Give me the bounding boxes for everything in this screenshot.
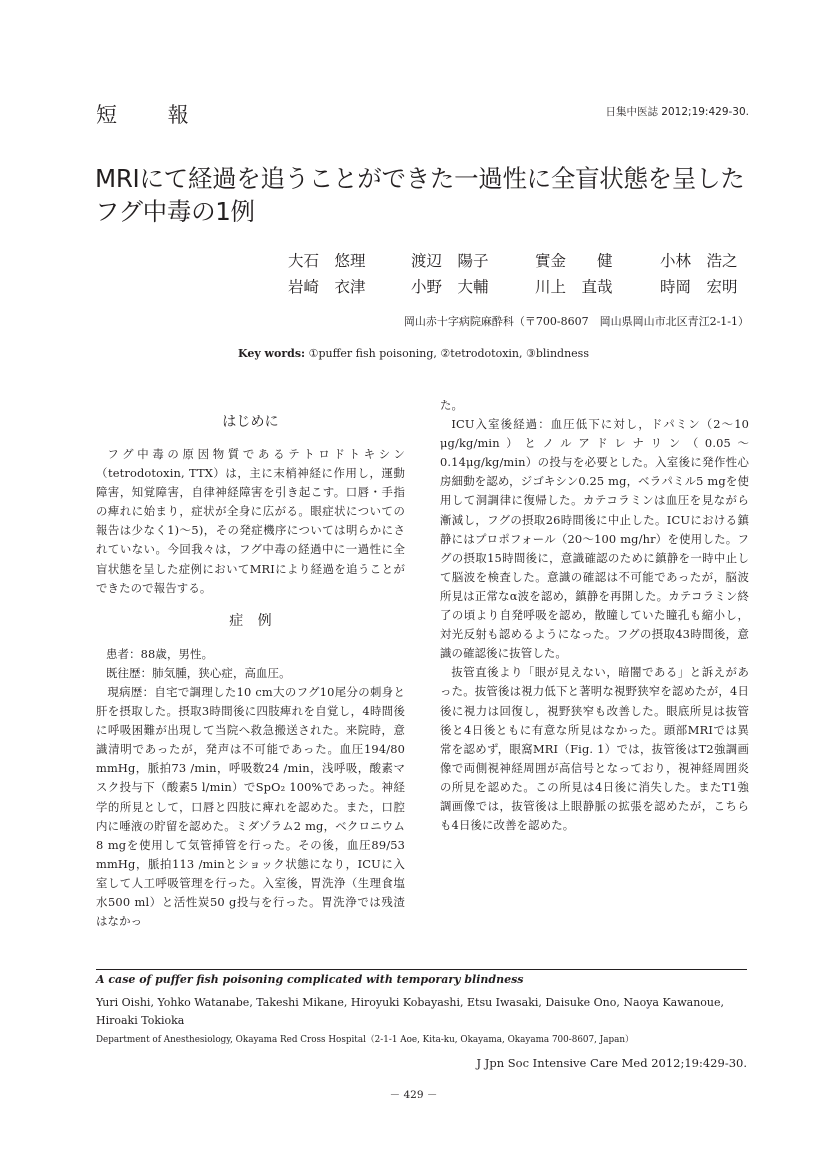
citation: J Jpn Soc Intensive Care Med 2012;19:429-30. [476, 1056, 747, 1070]
page-number: － 429 － [389, 1089, 438, 1101]
intro-paragraph: フグ中毒の原因物質であるテトロドトキシン（tetrodotoxin, TTX）は，主に末梢神経に作用し，運動障害，知覚障害，自律神経障害を引き起こす。口唇・手指の痺れに始まり，症状が全身に広がる。眼症状についての報告は少なく1)～5)，その発症機序については明らかにされていない。今回我々は，フグ中毒の経過中に一過性に全盲状態を呈した症例においてMRIにより経過を追うことができたので報告する。 [96, 447, 405, 595]
left-column [96, 400, 405, 931]
english-title: A case of puffer fish poisoning complicated with temporary blindness [96, 973, 524, 986]
section-label: 短 報 [96, 103, 211, 127]
continuation-text: た。 [440, 398, 464, 412]
article-title: MRIにて経過を追うことができた一過性に全盲状態を呈したフグ中毒の1例 [95, 164, 745, 226]
right-column [440, 396, 749, 835]
author-name: 岩崎 衣津 [288, 278, 366, 296]
past-history: 既往歴：肺気腫，狭心症，高血圧。 [106, 665, 291, 680]
keywords-text: ①puffer fish poisoning, ②tetrodotoxin, ③blindness [308, 347, 589, 360]
author-name: 小林 浩之 [660, 252, 738, 270]
author-name: 實金 健 [535, 252, 613, 270]
section-heading-intro: はじめに [222, 414, 279, 430]
author-name: 時岡 宏明 [660, 278, 738, 296]
author-name: 小野 大輔 [411, 278, 489, 296]
english-affiliation: Department of Anesthesiology, Okayama Red Cross Hospital（2-1-1 Aoe, Kita-ku, Okayama, Okayama 700-8607, Japan） [96, 1035, 634, 1045]
keywords [0, 347, 827, 360]
footer-divider [96, 969, 747, 970]
present-illness-paragraph: 現病歴：自宅で調理した10 cm大のフグ10尾分の刺身と肝を摂取した。摂取3時間後に四肢痺れを自覚し，4時間後に呼吸困難が出現して当院へ救急搬送された。来院時，意識清明であったが，発声は不可能であった。血圧194/80 mmHg，脈拍73 /min，呼吸数24 /min，浅呼吸，酸素マスク投与下（酸素5 l/min）でSpO₂ 100%であった。神経学的所見として，口唇と四肢に痺れを認めた。また，口腔内に唾液の貯留を認めた。ミダゾラム2 mg，ベクロニウム8 mgを使用して気管挿管を行った。その後，血圧89/53 mmHg，脈拍113 /minとショック状態になり，ICUに入室して人工呼吸管理を行った。入室後，胃洗浄（生理食塩水500 ml）と活性炭50 g投与を行った。胃洗浄では残渣はなかっ [96, 684, 405, 929]
author-name: 渡辺 陽子 [411, 252, 489, 270]
author-name: 大石 悠理 [288, 252, 366, 270]
section-heading-case: 症 例 [229, 612, 272, 629]
english-authors: Yuri Oishi, Yohko Watanabe, Takeshi Mikane, Hiroyuki Kobayashi, Etsu Iwasaki, Daisuke Ono, Naoya Kawanoue, Hiroaki Tokioka [96, 996, 725, 1027]
patient-info: 患者：88歳，男性。 [106, 646, 214, 661]
journal-reference: 日集中医誌 2012;19:429-30. [605, 106, 749, 118]
extubation-paragraph: 抜管直後より「眼が見えない，暗闇である」と訴えがあった。抜管後は視力低下と著明な視野狭窄を認めたが，4日後に視力は回復し，視野狭窄も改善した。眼底所見は抜管後と4日後ともに有意な所見はなかった。頭部MRIでは異常を認めず，眼窩MRI（Fig. 1）では，抜管後はT2強調画像で両側視神経周囲が高信号となっており，視神経周囲炎の所見を認めた。この所見は4日後に消失した。またT1強調画像では，抜管後は上眼静脈の拡張を認めたが，こちらも4日後に改善を認めた。 [440, 665, 749, 833]
icu-course-paragraph: ICU入室後経過：血圧低下に対し，ドパミン（2～10 μg/kg/min）とノルアドレナリン（0.05～0.14μg/kg/min）の投与を必要とした。入室後に発作性心房細動を認め，ジゴキシン0.25 mg，ベラパミル5 mgを使用して洞調律に復帰した。カテコラミンは血圧を見ながら漸減し，フグの摂取26時間後に中止した。ICUにおける鎮静にはプロポフォール（20～100 mg/hr）を使用した。フグの摂取15時間後に，意識確認のために鎮静を一時中止して脳波を検査した。意識の確認は不可能であったが，脳波所見は正常なα波を認め，鎮静を再開した。カテコラミン終了の頃より自発呼吸を認め，散瞳していた瞳孔も縮小し，対光反射も認めるようになった。フグの摂取43時間後，意識の確認後に抜管した。 [440, 417, 749, 661]
affiliation: 岡山赤十字病院麻酔科（〒700-8607 岡山県岡山市北区青江2-1-1） [403, 315, 749, 328]
keywords-label: Key words: [238, 347, 306, 360]
author-name: 川上 直哉 [535, 278, 613, 296]
